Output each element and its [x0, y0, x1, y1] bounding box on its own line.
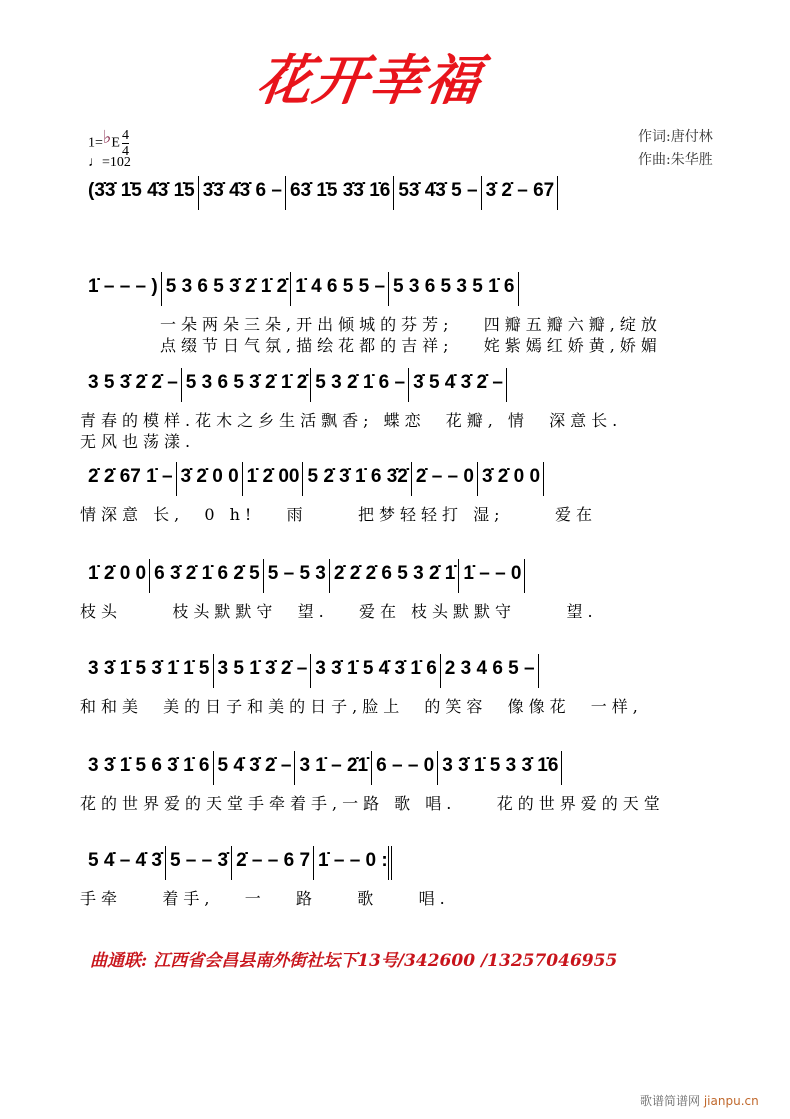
measure: 2̇ – – 6 7	[232, 850, 314, 872]
measure: 5 3 2̇ 1̇ 6 –	[311, 372, 409, 394]
measure: 1̇ – – 0	[459, 563, 525, 585]
measure: 1̇ 2̇ 00	[243, 466, 304, 488]
tempo-value: =102	[102, 155, 131, 170]
notation-line	[84, 276, 519, 306]
tempo-marking	[88, 155, 131, 171]
key-prefix: 1=	[88, 135, 103, 151]
notation-line	[84, 755, 562, 785]
lyric-line: 点缀节日气氛,描绘花都的吉祥; 姹紫嫣红娇黄,娇媚	[160, 336, 662, 355]
measure: 1̇ 4 6 5 5 –	[291, 276, 389, 298]
measure: 2 3 4 6 5 –	[441, 658, 539, 680]
measure: 5 3 6 5 3̇ 2̇ 1̇ 2̇	[182, 372, 312, 394]
measure: 5 – 5 3	[264, 563, 330, 585]
measure: 3 5 3̇ 2̇ 2̇ –	[84, 372, 182, 394]
quarter-note-icon: ♩	[88, 155, 102, 170]
notation-line	[84, 563, 525, 593]
lyric-line: 一朵两朵三朵,开出倾城的芬芳; 四瓣五瓣六瓣,绽放	[160, 315, 662, 334]
notation-line	[84, 372, 507, 402]
measure: 53̇ 4̇3̇ 5 –	[394, 180, 481, 202]
lyric-line: 无风也荡漾.	[80, 432, 196, 451]
notation-line	[84, 658, 539, 688]
lyric-line: 枝头 枝头默默守 望. 爱在 枝头默默守 望.	[80, 602, 598, 621]
measure: 3 3̇ 1̇ 5 3̇ 1̇ 1̇ 5	[84, 658, 214, 680]
lyric-line: 手牵 着手, 一 路 歌 唱.	[80, 889, 450, 908]
measure: 5 3 6 5 3 5 1̇ 6	[389, 276, 519, 298]
measure: 6 3̇ 2̇ 1̇ 6 2̇ 5	[150, 563, 264, 585]
watermark-site: 歌谱简谱网	[640, 1094, 701, 1108]
flat-icon: ♭	[102, 126, 112, 147]
measure: 2̇ 2̇ 67 1̇ –	[84, 466, 177, 488]
measure: 3̇3̇ 4̇3̇ 6 –	[199, 180, 286, 202]
measure: 3 3̇ 1̇ 5 6 3̇ 1̇ 6	[84, 755, 214, 777]
measure: 5 4̇ 3̇ 2̇ –	[214, 755, 296, 777]
measure: 2̇ 2̇ 2̇ 6 5 3 2̇ 1̇	[330, 563, 460, 585]
measure: 3̇ 5 4̇ 3̇ 2̇ –	[409, 372, 507, 394]
notation-line	[84, 466, 544, 496]
measure: 3̇ 2̇ 0 0	[478, 466, 544, 488]
measure: 3̇ 2̇ 0 0	[177, 466, 243, 488]
lyric-line: 和和美 美的日子和美的日子,脸上 的笑容 像像花 一样,	[80, 697, 643, 716]
measure: 3 5 1̇ 3̇ 2̇ –	[214, 658, 312, 680]
measure: 3 3̇ 1̇ 5 3 3̇ 1̇6	[438, 755, 562, 777]
credits	[638, 126, 713, 172]
measure: 1̇ 2̇ 0 0	[84, 563, 150, 585]
measure: 2̇ – – 0	[412, 466, 478, 488]
measure: 3 3̇ 1̇ 5 4̇ 3̇ 1̇ 6	[311, 658, 441, 680]
measure: (3̇3̇ 1̇5 4̇3̇ 1̇5	[84, 180, 199, 202]
key-note: E	[111, 135, 120, 151]
measure: 3 1̇ – 2̇1̇	[295, 755, 372, 777]
measure: 1̇ – – – )	[84, 276, 162, 298]
notation-line	[84, 180, 558, 210]
watermark	[640, 1092, 759, 1109]
lyric-line: 青春的模样.花木之乡生活飘香; 蝶恋 花瓣, 情 深意长.	[80, 411, 623, 430]
measure: 3̇ 2̇ – 67	[482, 180, 559, 202]
lyricist: 作词:唐付林	[638, 129, 713, 145]
lyric-line: 花的世界爱的天堂手牵着手,一路 歌 唱. 花的世界爱的天堂	[80, 794, 665, 813]
song-title: 花开幸福	[253, 49, 486, 112]
lyric-line: 情深意 长, 0 h! 雨 把梦轻轻打 湿; 爱在	[80, 505, 597, 524]
time-top: 4	[121, 128, 129, 143]
measure: 6 – – 0	[372, 755, 438, 777]
measure: 5 3 6 5 3̇ 2̇ 1̇ 2̇	[162, 276, 292, 298]
contact-footer: 曲通联: 江西省会昌县南外街社坛下13号/342600 /13257046955	[90, 951, 618, 971]
composer: 作曲:朱华胜	[638, 152, 713, 168]
measure: 5 2̇ 3̇ 1̇ 6 3̇2̇	[303, 466, 411, 488]
measure: 5 – – 3̇	[166, 850, 232, 872]
time-bottom: 4	[121, 144, 129, 159]
measure: 5 4̇ – 4̇ 3̇	[84, 850, 166, 872]
watermark-domain: jianpu.cn	[703, 1094, 759, 1108]
notation-line	[84, 850, 392, 880]
measure: 63̇ 1̇5 3̇3̇ 1̇6	[286, 180, 394, 202]
measure: 1̇ – – 0 :	[314, 850, 392, 872]
